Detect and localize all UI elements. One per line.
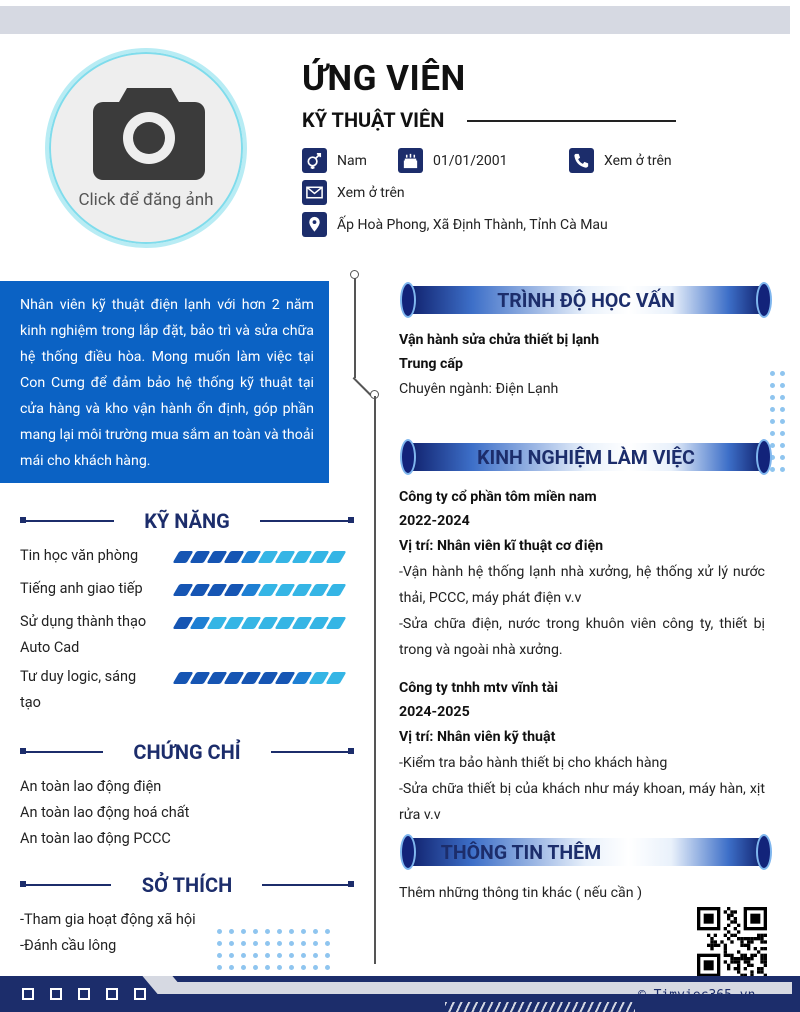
info-email[interactable] xyxy=(302,180,405,205)
location-pin-icon xyxy=(302,212,327,237)
hobbies-heading xyxy=(20,873,354,897)
skill-bar-empty xyxy=(326,551,347,563)
job-duty[interactable]: -Kiểm tra bảo hành thiết bị cho khách hàng xyxy=(399,755,668,771)
job-company[interactable]: Công ty tnhh mtv vĩnh tài xyxy=(399,680,558,696)
camera-icon xyxy=(93,82,205,182)
education-banner xyxy=(398,282,774,318)
certificate-item[interactable]: An toàn lao động PCCC xyxy=(20,830,171,847)
email-icon xyxy=(302,180,327,205)
skill-name[interactable]: Sử dụng thành thạo Auto Cad xyxy=(20,613,147,656)
hobby-item[interactable]: -Đánh cầu lông xyxy=(20,937,117,954)
birthday-cake-icon xyxy=(398,148,423,173)
job-duty[interactable]: -Sửa chữa điện, nước trong khuôn viên công ty, thiết bị trong và ngoài nhà xưởng. xyxy=(399,616,765,658)
phone-value: Xem ở trên xyxy=(604,152,672,169)
education-level[interactable]: Trung cấp xyxy=(399,356,464,372)
info-gender[interactable] xyxy=(302,148,367,173)
email-value: Xem ở trên xyxy=(337,184,405,201)
experience-title: KINH NGHIỆM LÀM VIỆC xyxy=(477,446,695,469)
footer-squares xyxy=(22,988,146,1000)
avatar-upload[interactable] xyxy=(45,48,247,248)
timeline-line xyxy=(354,278,356,378)
top-bar xyxy=(0,6,790,34)
extra-info-title: THÔNG TIN THÊM xyxy=(440,841,602,864)
skill-bar-empty xyxy=(326,584,347,596)
job-role[interactable]: Vị trí: Nhân viên kĩ thuật cơ điện xyxy=(399,538,604,554)
position-divider xyxy=(467,120,676,122)
skill-rating xyxy=(176,551,343,563)
skill-rating xyxy=(176,672,343,684)
skill-bar-empty xyxy=(326,617,347,629)
gender-value: Nam xyxy=(337,152,367,169)
gender-icon xyxy=(302,148,327,173)
career-summary[interactable]: Nhân viên kỹ thuật điện lạnh với hơn 2 năm kinh nghiệm trong lắp đặt, bảo trì và sửa chữa hệ thống điều hòa. Mong muốn làm việc tại Con Cưng để đảm bảo hệ thống kỹ thuật tại cửa hàng và kho vận hành ổn định, góp phần mang lại môi trường mua sắm an toàn và thoải mái cho khách hàng. xyxy=(0,281,329,483)
skill-name[interactable]: Tiếng anh giao tiếp xyxy=(20,580,143,597)
certificate-item[interactable]: An toàn lao động điện xyxy=(20,778,162,795)
address-value: Ấp Hoà Phong, Xã Định Thành, Tỉnh Cà Mau xyxy=(337,216,608,233)
timeline-line xyxy=(374,396,376,964)
job-period[interactable]: 2022-2024 xyxy=(399,513,470,529)
footer-copyright: © Timviec365.vn xyxy=(638,988,756,1003)
education-title: TRÌNH ĐỘ HỌC VẤN xyxy=(497,289,675,312)
skill-rating xyxy=(176,617,343,629)
job-period[interactable]: 2024-2025 xyxy=(399,704,470,720)
skill-bar-empty xyxy=(326,672,347,684)
birthday-value: 01/01/2001 xyxy=(433,152,508,169)
certificate-item[interactable]: An toàn lao động hoá chất xyxy=(20,804,190,821)
candidate-name[interactable]: ỨNG VIÊN xyxy=(302,58,466,99)
job-duty[interactable]: -Vận hành hệ thống lạnh nhà xưởng, hệ thống xử lý nước thải, PCCC, máy phát điện v.v xyxy=(399,564,765,606)
extra-info-banner xyxy=(398,834,774,870)
skills-heading xyxy=(20,509,354,533)
info-birthday[interactable] xyxy=(398,148,508,173)
certificates-title: CHỨNG CHỈ xyxy=(133,740,241,764)
skill-name[interactable]: Tư duy logic, sáng tạo xyxy=(20,668,137,711)
experience-banner xyxy=(398,439,774,475)
info-phone[interactable] xyxy=(569,148,672,173)
phone-icon xyxy=(569,148,594,173)
job-role[interactable]: Vị trí: Nhân viên kỹ thuật xyxy=(399,729,556,745)
hobbies-title: SỞ THÍCH xyxy=(141,873,233,897)
avatar-upload-label: Click để đăng ảnh xyxy=(78,190,214,210)
qr-code-icon xyxy=(697,907,767,977)
extra-info-text[interactable]: Thêm những thông tin khác ( nếu cần ) xyxy=(399,885,643,901)
footer xyxy=(0,976,800,1012)
hobby-item[interactable]: -Tham gia hoạt động xã hội xyxy=(20,911,196,928)
skill-rating xyxy=(176,584,343,596)
certificates-heading xyxy=(20,740,354,764)
skills-title: KỸ NĂNG xyxy=(144,509,230,533)
skill-name[interactable]: Tin học văn phòng xyxy=(20,547,139,564)
info-address[interactable] xyxy=(302,212,608,237)
job-duty[interactable]: -Sửa chữa thiết bị của khách như máy khoan, máy hàn, xịt rửa v.v xyxy=(399,781,765,823)
job-company[interactable]: Công ty cổ phần tôm miền nam xyxy=(399,489,597,505)
candidate-position[interactable]: KỸ THUẬT VIÊN xyxy=(302,108,445,132)
education-school[interactable]: Vận hành sửa chửa thiết bị lạnh xyxy=(399,332,600,348)
education-major[interactable]: Chuyên ngành: Điện Lạnh xyxy=(399,381,559,397)
decorative-dots xyxy=(217,929,337,970)
